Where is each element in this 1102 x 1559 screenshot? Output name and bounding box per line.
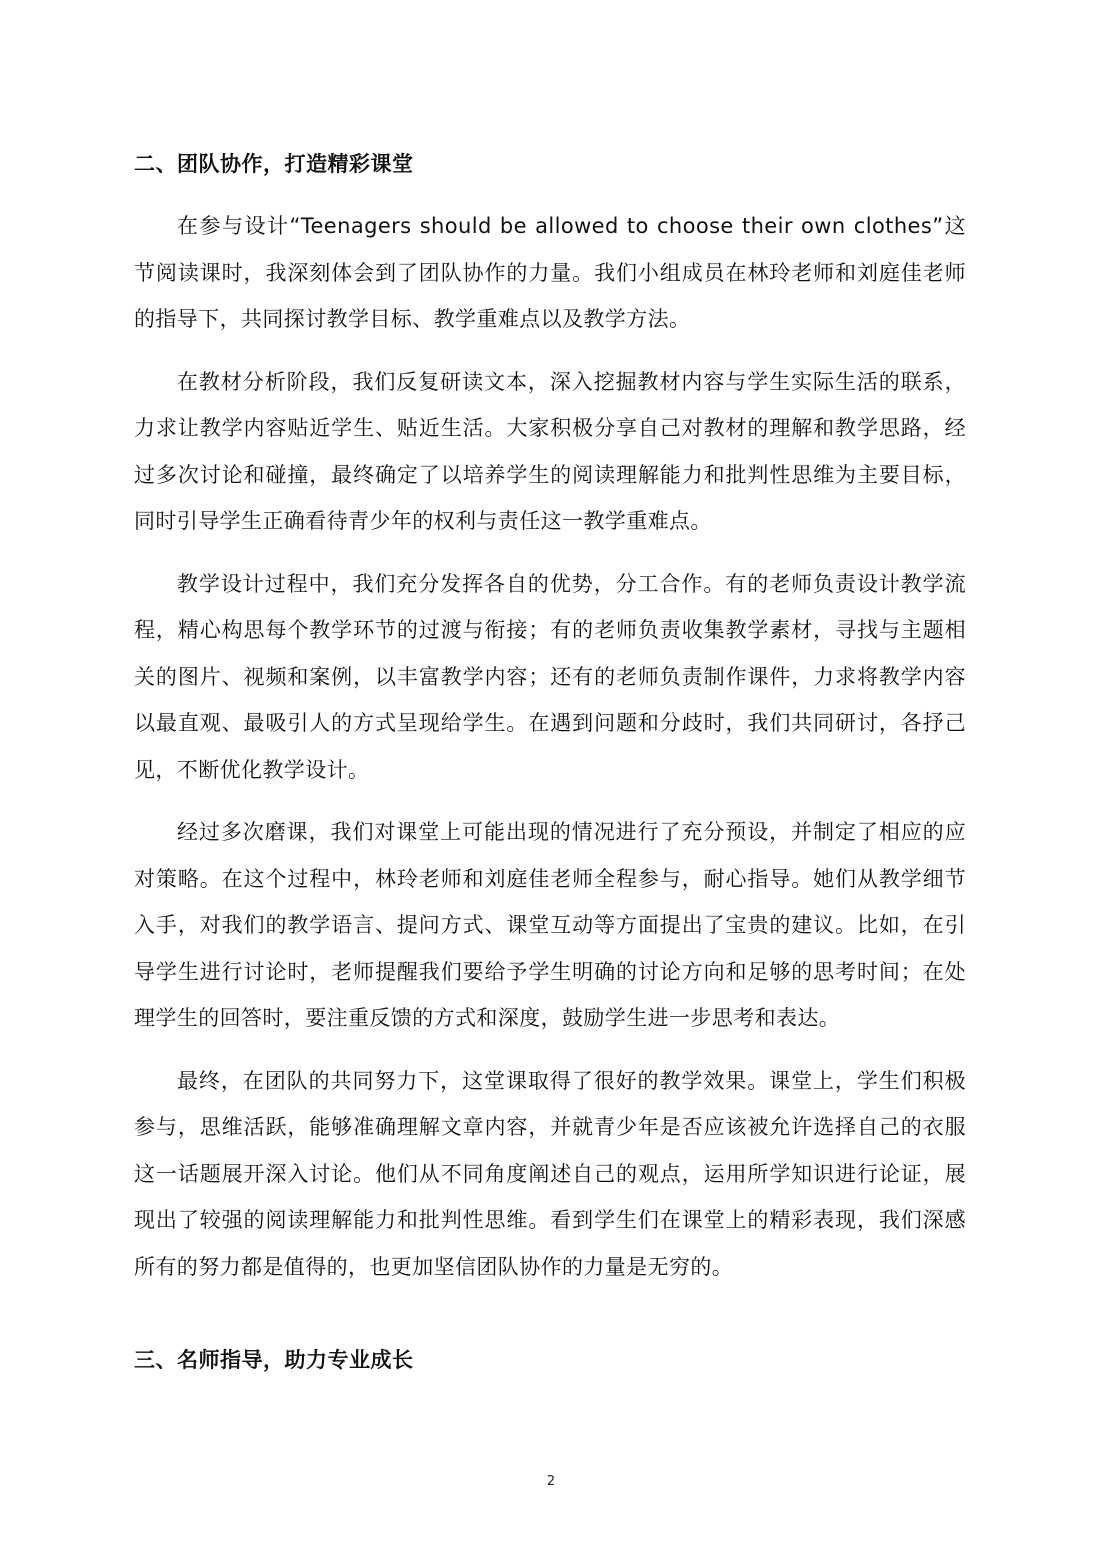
paragraph-textbook-analysis: 在教材分析阶段，我们反复研读文本，深入挖掘教材内容与学生实际生活的联系，力求让教学内容贴近学生、贴近生活。大家积极分享自己对教材的理解和教学思路，经过多次讨论和碰撞，最终确定了以培养学生的阅读理解能力和批判性思维为主要目标，同时引导学生正确看待青少年的权利与责任这一教学重难点。 xyxy=(134,369,966,533)
page-number: 2 xyxy=(546,1474,556,1489)
section-heading-teamwork: 二、团队协作，打造精彩课堂 xyxy=(134,152,414,176)
section-heading-mentorship: 三、名师指导，助力专业成长 xyxy=(134,1348,414,1372)
paragraph-lesson-rehearsal: 经过多次磨课，我们对课堂上可能出现的情况进行了充分预设，并制定了相应的应对策略。在这个过程中，林玲老师和刘庭佳老师全程参与，耐心指导。她们从教学细节入手，对我们的教学语言、提问方式、课堂互动等方面提出了宝贵的建议。比如，在引导学生进行讨论时，老师提醒我们要给予学生明确的讨论方向和足够的思考时间；在处理学生的回答时，要注重反馈的方式和深度，鼓励学生进一步思考和表达。 xyxy=(134,820,966,1030)
paragraph-outcome: 最终，在团队的共同努力下，这堂课取得了很好的教学效果。课堂上，学生们积极参与，思维活跃，能够准确理解文章内容，并就青少年是否应该被允许选择自己的衣服这一话题展开深入讨论。他们从不同角度阐述自己的观点，运用所学知识进行论证，展现出了较强的阅读理解能力和批判性思维。看到学生们在课堂上的精彩表现，我们深感所有的努力都是值得的，也更加坚信团队协作的力量是无穷的。 xyxy=(134,1068,966,1279)
paragraph-teaching-design: 教学设计过程中，我们充分发挥各自的优势，分工合作。有的老师负责设计教学流程，精心构思每个教学环节的过渡与衔接；有的老师负责收集教学素材，寻找与主题相关的图片、视频和案例，以丰富教学内容；还有的老师负责制作课件，力求将教学内容以最直观、最吸引人的方式呈现给学生。在遇到问题和分歧时，我们共同研讨，各抒己见，不断优化教学设计。 xyxy=(134,571,966,782)
section-body xyxy=(134,203,966,1306)
paragraph-intro: 在参与设计“Teenagers should be allowed to choose their own clothes”这节阅读课时，我深刻体会到了团队协作的力量。我们小组成员在林玲老师和刘庭佳老师的指导下，共同探讨教学目标、教学重难点以及教学方法。 xyxy=(134,214,966,331)
